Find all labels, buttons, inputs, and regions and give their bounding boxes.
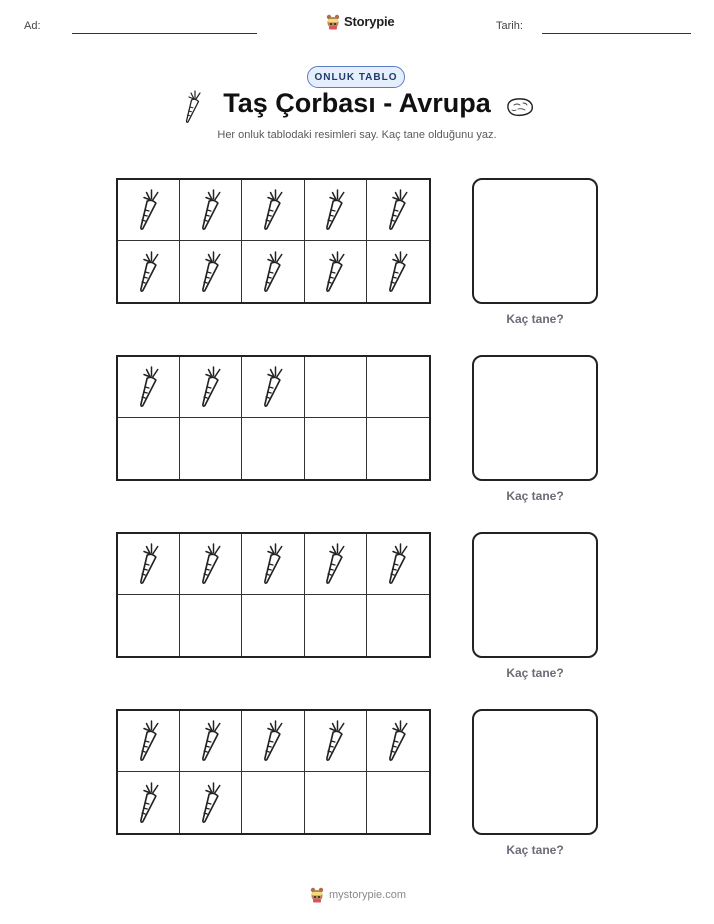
answer-box-4[interactable] xyxy=(472,709,598,835)
ten-frame-cell xyxy=(305,711,367,772)
ten-frame-cell xyxy=(118,180,180,241)
ten-frame-cell xyxy=(242,711,304,772)
ten-frame-cell xyxy=(242,772,304,833)
ten-frame-cell xyxy=(305,180,367,241)
carrot-icon xyxy=(258,365,288,409)
ten-frame-cell xyxy=(118,241,180,302)
ten-frame-cell xyxy=(305,595,367,656)
ten-frame-cell xyxy=(242,241,304,302)
ten-frame-cell xyxy=(180,711,242,772)
carrot-icon xyxy=(181,90,205,124)
ten-frame-cell xyxy=(367,180,429,241)
name-label: Ad: xyxy=(24,20,41,32)
carrot-icon xyxy=(383,188,413,232)
footer-url: mystorypie.com xyxy=(329,888,407,901)
answer-label-4: Kaç tane? xyxy=(506,843,564,857)
ten-frame-cell xyxy=(242,418,304,479)
carrot-icon xyxy=(258,250,288,294)
carrot-icon xyxy=(196,781,226,825)
carrot-icon xyxy=(134,188,164,232)
date-line[interactable] xyxy=(542,33,691,34)
ten-frame-cell xyxy=(180,418,242,479)
ten-frame-cell xyxy=(180,241,242,302)
answer-label-1: Kaç tane? xyxy=(506,312,564,326)
carrot-icon xyxy=(258,188,288,232)
ten-frame-cell xyxy=(242,357,304,418)
answer-box-1[interactable] xyxy=(472,178,598,304)
ten-frame-cell xyxy=(305,357,367,418)
stone-icon xyxy=(505,96,535,118)
answer-label-2: Kaç tane? xyxy=(506,489,564,503)
worksheet-type-badge: ONLUK TABLO xyxy=(307,66,405,88)
carrot-icon xyxy=(258,542,288,586)
carrot-icon xyxy=(320,719,350,763)
carrot-icon xyxy=(383,542,413,586)
ten-frame-cell xyxy=(118,595,180,656)
ten-frame-cell xyxy=(180,772,242,833)
ten-frame-cell xyxy=(367,595,429,656)
carrot-icon xyxy=(196,542,226,586)
ten-frame-cell xyxy=(367,357,429,418)
ten-frame-cell xyxy=(367,772,429,833)
carrot-icon xyxy=(383,250,413,294)
ten-frame-cell xyxy=(180,595,242,656)
answer-box-2[interactable] xyxy=(472,355,598,481)
carrot-icon xyxy=(134,719,164,763)
ten-frame-cell xyxy=(242,180,304,241)
ten-frame-cell xyxy=(118,418,180,479)
carrot-icon xyxy=(134,365,164,409)
instructions: Her onluk tablodaki resimleri say. Kaç tane olduğunu yaz. xyxy=(217,129,497,141)
carrot-icon xyxy=(320,250,350,294)
carrot-icon xyxy=(134,250,164,294)
page-title: Taş Çorbası - Avrupa xyxy=(223,88,491,118)
ten-frame-cell xyxy=(118,534,180,595)
bear-mascot-icon xyxy=(326,13,340,30)
ten-frame-cell xyxy=(118,711,180,772)
carrot-icon xyxy=(196,719,226,763)
date-label: Tarih: xyxy=(496,20,523,32)
ten-frame-cell xyxy=(305,241,367,302)
ten-frame-2 xyxy=(116,355,431,481)
ten-frame-cell xyxy=(305,418,367,479)
carrot-icon xyxy=(383,719,413,763)
carrot-icon xyxy=(320,188,350,232)
answer-box-3[interactable] xyxy=(472,532,598,658)
ten-frame-cell xyxy=(118,357,180,418)
ten-frame-cell xyxy=(367,534,429,595)
answer-label-3: Kaç tane? xyxy=(506,666,564,680)
carrot-icon xyxy=(134,542,164,586)
carrot-icon xyxy=(258,719,288,763)
ten-frame-cell xyxy=(118,772,180,833)
ten-frame-cell xyxy=(180,534,242,595)
carrot-icon xyxy=(196,365,226,409)
name-line[interactable] xyxy=(72,33,257,34)
carrot-icon xyxy=(196,188,226,232)
ten-frame-3 xyxy=(116,532,431,658)
ten-frame-cell xyxy=(242,595,304,656)
ten-frame-cell xyxy=(242,534,304,595)
ten-frame-4 xyxy=(116,709,431,835)
ten-frame-1 xyxy=(116,178,431,304)
ten-frame-cell xyxy=(305,772,367,833)
ten-frame-cell xyxy=(367,418,429,479)
brand-name: Storypie xyxy=(344,14,395,29)
ten-frame-cell xyxy=(180,180,242,241)
ten-frame-cell xyxy=(180,357,242,418)
ten-frame-cell xyxy=(367,711,429,772)
carrot-icon xyxy=(320,542,350,586)
footer xyxy=(310,886,406,903)
ten-frame-cell xyxy=(367,241,429,302)
carrot-icon xyxy=(196,250,226,294)
storypie-logo xyxy=(326,13,394,30)
ten-frame-cell xyxy=(305,534,367,595)
bear-mascot-icon xyxy=(310,886,324,903)
carrot-icon xyxy=(134,781,164,825)
